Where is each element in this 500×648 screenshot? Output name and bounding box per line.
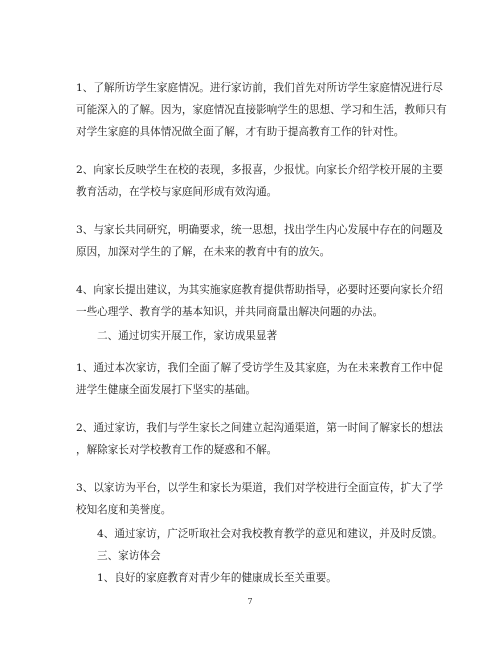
paragraph-line: 3、与家长共同研究，明确要求，统一思想，找出学生内心发展中存在的问题及 — [76, 224, 443, 236]
paragraph-line: 1、了解所访学生家庭情况。进行家访前，我们首先对所访学生家庭情况进行尽 — [76, 82, 443, 94]
page-number: 7 — [247, 597, 253, 606]
section-heading: 二、通过切实开展工作，家访成果显著 — [97, 330, 278, 342]
section-heading: 三、家访体会 — [97, 550, 161, 562]
paragraph-line: 校知名度和美誉度。 — [76, 504, 172, 516]
paragraph-line: 原因，加深对学生的了解，在未来的教育中有的放矢。 — [76, 246, 331, 258]
paragraph-line: 一些心理学、教育学的基本知识，并共同商量出解决问题的办法。 — [76, 306, 384, 318]
paragraph-line: 2、通过家访，我们与学生家长之间建立起沟通渠道，第一时间了解家长的想法 — [76, 422, 443, 434]
paragraph-line: 4、通过家访，广泛听取社会对我校教育教学的意见和建议，并及时反馈。 — [97, 528, 443, 540]
paragraph-line: 教育活动，在学校与家庭间形成有效沟通。 — [76, 186, 278, 198]
paragraph-line: 可能深入的了解。因为，家庭情况直接影响学生的思想、学习和生活，教师只有 — [76, 104, 447, 116]
paragraph-line: 1、通过本次家访，我们全面了解了受访学生及其家庭，为在未来教育工作中促 — [76, 362, 443, 374]
paragraph-line: 4、向家长提出建议，为其实施家庭教育提供帮助指导，必要时还要向家长介绍 — [76, 284, 443, 296]
paragraph-line: 2、向家长反映学生在校的表现，多报喜，少报忧。向家长介绍学校开展的主要 — [76, 164, 443, 176]
paragraph-line: 1、良好的家庭教育对青少年的健康成长至关重要。 — [97, 572, 337, 584]
paragraph-line: ，解除家长对学校教育工作的疑惑和不解。 — [76, 444, 278, 456]
paragraph-line: 3、以家访为平台，以学生和家长为渠道，我们对学校进行全面宣传，扩大了学 — [76, 482, 443, 494]
paragraph-line: 对学生家庭的具体情况做全面了解，才有助于提高教育工作的针对性。 — [76, 126, 405, 138]
paragraph-line: 进学生健康全面发展打下坚实的基础。 — [76, 384, 257, 396]
